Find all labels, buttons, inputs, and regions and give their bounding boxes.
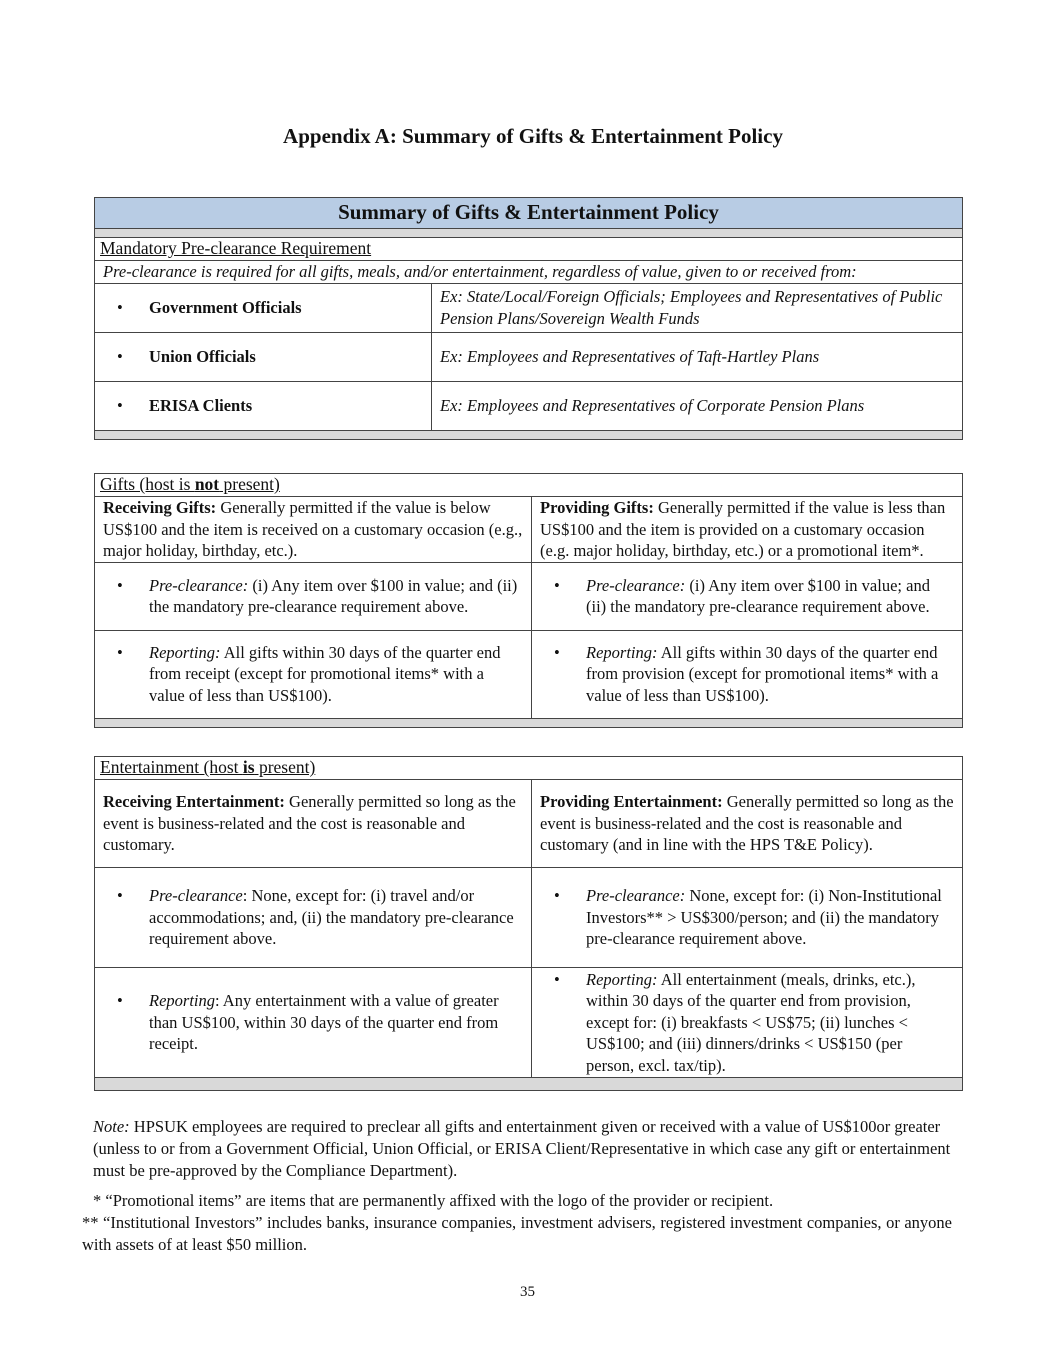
receiving-entertainment-preclearance: • Pre-clearance: None, except for: (i) travel and/or accommodations; and, (ii) the mandatory pre-clearance requirement above.	[95, 868, 532, 968]
gifts-preclearance-row	[95, 562, 963, 630]
bullet-icon: •	[117, 991, 123, 1011]
bullet-icon: •	[117, 346, 123, 366]
receiving-entertainment-cell: Receiving Entertainment: Generally permitted so long as the event is business-related and the cost is reasonable and customary.	[95, 780, 532, 868]
separator-row	[95, 430, 963, 439]
footnote-promotional-items: * “Promotional items” are items that are permanently affixed with the logo of the provider or recipient.	[93, 1191, 774, 1210]
gifts-reporting-row	[95, 630, 963, 718]
category-row	[95, 332, 963, 381]
section-title-entertainment: Entertainment (host is present)	[95, 757, 963, 780]
category-example: Ex: State/Local/Foreign Officials; Employees and Representatives of Public Pension Plans/Sovereign Wealth Funds	[432, 283, 963, 332]
table-header-row	[95, 198, 963, 229]
providing-gifts-preclearance: • Pre-clearance: (i) Any item over $100 in value; and (ii) the mandatory pre-clearance requirement above.	[532, 562, 963, 630]
page-number: 35	[520, 1284, 535, 1300]
receiving-gifts-reporting: • Reporting: All gifts within 30 days of the quarter end from receipt (except for promotional items* with a value of less than US$100).	[95, 630, 532, 718]
entertainment-table	[94, 756, 963, 1091]
entertainment-preclearance-row	[95, 868, 963, 968]
section-title-mandatory: Mandatory Pre-clearance Requirement	[95, 238, 963, 261]
receiving-gifts-preclearance: • Pre-clearance: (i) Any item over $100 in value; and (ii) the mandatory pre-clearance requirement above.	[95, 562, 532, 630]
category-example: Ex: Employees and Representatives of Corporate Pension Plans	[432, 381, 963, 430]
category-name: Union Officials	[149, 346, 256, 366]
providing-gifts-cell: Providing Gifts: Generally permitted if the value is less than US$100 and the item is provided on a customary occasion (e.g. major holiday, birthday, etc.) or a promotional item*.	[532, 497, 963, 563]
category-row	[95, 381, 963, 430]
separator-row	[95, 229, 963, 238]
policy-summary-table	[94, 197, 963, 440]
category-name: Government Officials	[149, 297, 302, 317]
providing-entertainment-reporting: • Reporting: All entertainment (meals, drinks, etc.), within 30 days of the quarter end from provision, except for: (i) breakfasts < US$75; (ii) lunches < US$100; and (iii) dinners/drinks < US$150 (per person, excl. tax/tip).	[532, 968, 963, 1078]
separator-row	[95, 1078, 963, 1091]
category-name-cell	[95, 283, 432, 332]
table-header: Summary of Gifts & Entertainment Policy	[95, 198, 963, 229]
providing-gifts-reporting: • Reporting: All gifts within 30 days of the quarter end from provision (except for promotional items* with a value of less than US$100).	[532, 630, 963, 718]
policy-note: Note: HPSUK employees are required to preclear all gifts and entertainment given or received with a value of US$100or greater (unless to or from a Government Official, Union Official, or ERISA Client/Representative in which case any gift or entertainment must be pre-approved by the Compliance Department).	[93, 1117, 951, 1180]
mandatory-intro-row	[95, 261, 963, 284]
bullet-icon: •	[117, 886, 123, 906]
section-gifts-row	[95, 474, 963, 497]
separator-row	[95, 718, 963, 727]
section-mandatory-row	[95, 238, 963, 261]
gifts-summary-row	[95, 497, 963, 563]
providing-entertainment-cell: Providing Entertainment: Generally permitted so long as the event is business-related and the cost is reasonable and customary (and in line with the HPS T&E Policy).	[532, 780, 963, 868]
mandatory-intro: Pre-clearance is required for all gifts, meals, and/or entertainment, regardless of value, given to or received from:	[95, 261, 963, 284]
bullet-icon: •	[554, 575, 560, 595]
bullet-icon: •	[117, 575, 123, 595]
category-name: ERISA Clients	[149, 395, 253, 415]
entertainment-reporting-row	[95, 968, 963, 1078]
category-name-cell	[95, 332, 432, 381]
bullet-icon: •	[554, 642, 560, 662]
footnote-institutional-investors: ** “Institutional Investors” includes banks, insurance companies, investment advisers, registered investment companies, or anyone with assets of at least $50 million.	[82, 1213, 952, 1254]
bullet-icon: •	[117, 642, 123, 662]
bullet-icon: •	[117, 297, 123, 317]
gifts-table	[94, 473, 963, 728]
page-title: Appendix A: Summary of Gifts & Entertainment Policy	[283, 124, 783, 148]
category-example: Ex: Employees and Representatives of Taft-Hartley Plans	[432, 332, 963, 381]
receiving-gifts-cell: Receiving Gifts: Generally permitted if the value is below US$100 and the item is received on a customary occasion (e.g., major holiday, birthday, etc.).	[95, 497, 532, 563]
bullet-icon: •	[554, 969, 560, 989]
receiving-entertainment-reporting: • Reporting: Any entertainment with a value of greater than US$100, within 30 days of the quarter end from receipt.	[95, 968, 532, 1078]
category-name-cell	[95, 381, 432, 430]
bullet-icon: •	[117, 395, 123, 415]
category-row	[95, 283, 963, 332]
section-entertainment-row	[95, 757, 963, 780]
entertainment-summary-row	[95, 780, 963, 868]
bullet-icon: •	[554, 886, 560, 906]
providing-entertainment-preclearance: • Pre-clearance: None, except for: (i) Non-Institutional Investors** > US$300/person; and (ii) the mandatory pre-clearance requirement above.	[532, 868, 963, 968]
section-title-gifts: Gifts (host is not present)	[95, 474, 963, 497]
